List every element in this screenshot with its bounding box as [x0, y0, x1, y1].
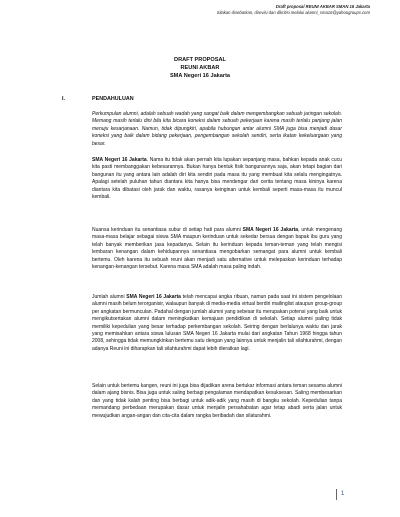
page-header [217, 4, 370, 16]
page-number: 1 [336, 489, 344, 500]
para-text: . Nama itu tidak akan pernah kita lupakan sepanjang masa, bahkan kepada anak cucu kita pasti membanggakan kebesarannya. Bukan hanya bentuk fisik bangunannya saja, akan tetapi bagian dari bangunan itu yang antara lain adalah diri kita sendiri pada masa itu yang membuat kita selalu mengingatnya. Apalagi setelah puluhan tahun diantara kita hanya bisa mendengar dari cerita tentang masa kininya karena diantara kita dibatasi oleh jarak dan waktu, rasanya keinginan untuk kembali seperti masa-masa itu muncul kembali. [92, 157, 342, 201]
school-name-bold: SMA Negeri 16 Jakarta [92, 157, 147, 163]
header-line-2: Silakan disebarkan, direvisi dan dikritisi melalui alumni_sma16@yahoogroups.com [216, 10, 370, 15]
para-text: , untuk mengenang masa-masa belajar sebagai siswa SMA maupun kerinduan untuk sekedar bersua dengan bapak ibu guru yang telah banyak memberikan jasa kepadanya. Selain itu kerinduan kepada teman-teman yang telah mengisi lembaran kenangan dalam kehidupannya senantiasa mengobarkan semangat para alumni untuk kembali bertemu. Oleh karena itu sebuah reuni akan menjadi satu alternative untuk melepaskan kerinduan terhadap kenangan-kenangan tersebut. Karena masa SMA adalah masa paling indah. [92, 227, 343, 271]
school-name-bold: SMA Negeri 16 Jakarta [126, 294, 181, 300]
para-text: Nuansa kerinduan itu senantiasa subur di setiap hati para alumni [92, 227, 243, 233]
body-paragraph-3 [92, 294, 342, 353]
header-line-1: Draft proposal REUNI AKBAR SMAN 16 Jakarta [275, 4, 370, 9]
section-title: PENDAHULUAN [92, 96, 134, 102]
section-heading [62, 96, 134, 102]
proposal-title [0, 56, 400, 80]
title-line-3: SMA Negeri 16 Jakarta [169, 73, 231, 79]
title-line-2: REUNI AKBAR [180, 65, 220, 71]
body-paragraph-2 [92, 227, 342, 271]
para-text: Jumlah alumni [92, 294, 127, 300]
body-paragraph-4 [92, 383, 342, 420]
intro-paragraph: Perkumpulan alumni, adalah sebuah wadah yang sangat baik dalam mengembangkan sebuah jaringan sekolah. Memang masih terlalu dini bila kita bicara koneksi dalam sebuah pekerjaan karena masih terlalu panjang jalan menuju kesarjanaan. Namun, tidak dipungkiri, apabila hubungan antar alumni SMA juga bisa menjadi dasar koneksi yang baik dalam bidang pekerjaan, pengembangan sekolah sendiri, serta ikatan kekeluargaan yang besar. [92, 111, 342, 147]
school-name-bold: SMA Negeri 16 Jakarta [242, 227, 299, 233]
body-paragraph-1 [92, 157, 342, 201]
title-line-1: DRAFT PROPOSAL [174, 57, 226, 63]
section-number: I. [62, 96, 65, 102]
para-text: telah mencapai angka ribuan, namun pada saat ini sistem pengelolaan alumni masih belum terorganisir, walaupun banyak di media-media virtual berdiri mailinglist ataupun group-group per angkatan bermunculan. Padahal dengan jumlah alumni yang sebesar itu merupakan potensi yang baik untuk mengikutsertakan alumni dalam meningkatkan kemajuan pendidikan di sekolah. Setiap alumni paling tidak memiliki kepedulian yang besar terhadap perkembangan sekolah. Seiring dengan berlalunya waktu dan jarak yang memisahkan antara siswa lulusan SMA Negeri 16 Jakarta mulai dari angkatan Tahun 1968 hingga tahun 2008, sehingga tidak memungkinkan bertemu satu dengan yang lainnya untuk menjalin tali silahturahmi, dengan adanya Reuni ini diharapkan tali silahturahmi dapat lebih dieratkan lagi. [92, 294, 342, 352]
para-text: Selain untuk bertemu kangen, reuni ini juga bisa dijadikan arena bertukar informasi antara teman sesama alumni dalam ajang bisnis. Bisa juga untuk saling berbagi pengalaman mendapatkan kesuksesan. Saling membesarkan dan yang tidak kalah penting bisa berbagi untuk adik-adik yang masih di bangku sekolah. Kepedulian tanpa memandang perbedaan merupakan dasar untuk menjalin persahabatan agar tetap abadi serta jalan untuk mewujudkan angan-angan dan cita-cita dalam rangka beribadah dan silaturahmi. [92, 383, 342, 419]
